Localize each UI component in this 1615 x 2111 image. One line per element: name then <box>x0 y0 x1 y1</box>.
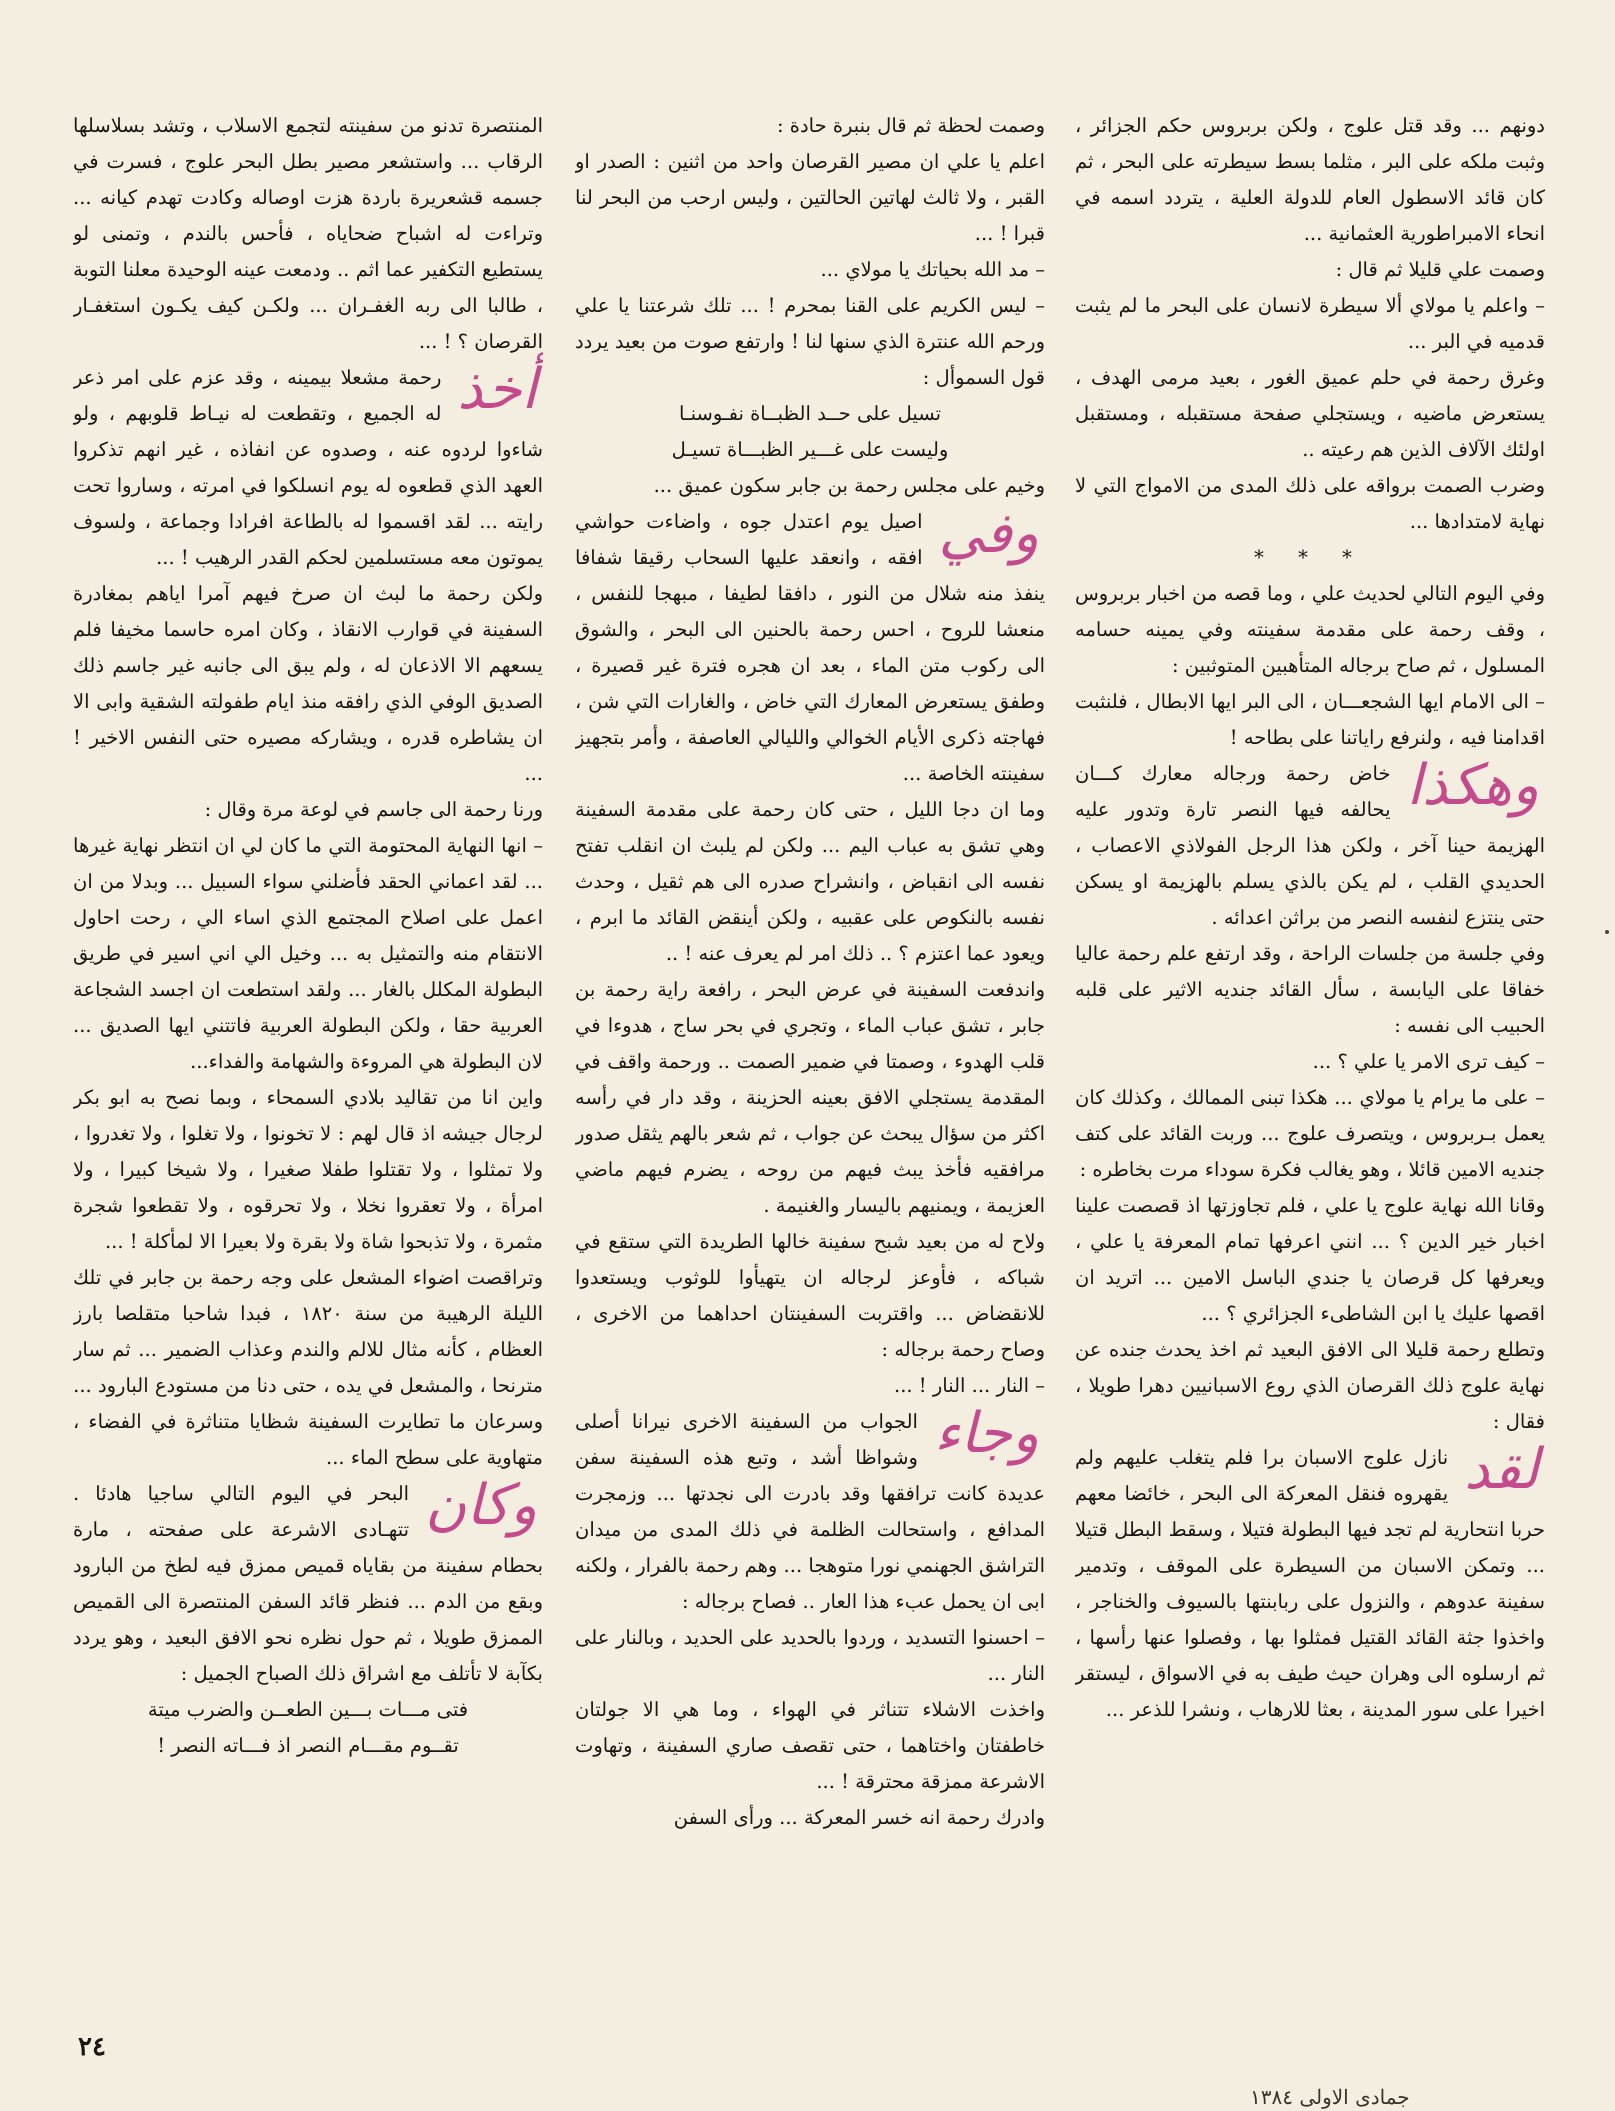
paragraph: المنتصرة تدنو من سفينته لتجمع الاسلاب ، وتشد بسلاسلها الرقاب ... واستشعر مصير بطل البحر علوج ، فسرت في جسمه قشعريرة باردة هزت اوصاله وكادت تهدم كيانه ... وتراءت له اشباح ضحاياه ، فأحس بالندم ، وتمنى لو يستطيع التكفير عما اثم .. ودمعت عينه الوحيدة معلنا التوبة ، طالبا الى ربه الغفـران ... ولكـن كيف يكـون استغفـار القرصان ؟ ! ... <box>73 114 543 353</box>
paragraph: وصمت علي قليلا ثم قال : <box>1335 258 1545 281</box>
paragraph: اعلم يا علي ان مصير القرصان واحد من اثنين : الصدر او القبر ، ولا ثالث لهاتين الحالتين ، وليس ارحب من البحر لنا قبرا ! ... <box>575 150 1045 245</box>
paragraph: وقانا الله نهاية علوج يا علي ، فلم تجاوزتها اذ قصصت علينا اخبار خير الدين ؟ ... انني اعرفها تمام المعرفة يا علي ، ويعرفها كل قرصان يا جندي الباسل الامين ... اتريد ان اقصها عليك يا ابن الشاطىء الجزائري ؟ ... <box>1075 1194 1545 1325</box>
paragraph: – احسنوا التسديد ، وردوا بالحديد على الحديد ، وبالنار على النار ... <box>575 1626 1045 1685</box>
paragraph: وتطلع رحمة قليلا الى الافق البعيد ثم اخذ يحدث جنده عن نهاية علوج ذلك القرصان الذي روع الاسبانيين دهرا طويلا ، فقال : <box>1075 1338 1545 1433</box>
poem-verse: وليست على غـــير الظبـــاة تسيـل <box>671 438 949 461</box>
decorative-opening-word: وهكذا <box>1406 753 1539 818</box>
paragraph-with-drop-word <box>1075 753 1545 936</box>
poem-verse: فتى مـــات بـــين الطعــن والضرب ميتة <box>147 1698 469 1721</box>
paragraph-with-drop-word <box>575 501 1045 792</box>
paragraph-text: خاض رحمة ورجاله معارك كـــان يحالفه فيها النصر تارة وتدور عليه الهزيمة حينا آخر ، ولكن هذا الرجل الفولاذي الاعصاب ، الحديدي القلب ، لم يكن بالذي يسلم بالهزيمة او يسكن حتى ينتزع لنفسه النصر من براثن اعدائه . <box>1075 762 1545 929</box>
paragraph-with-drop-word <box>1075 1437 1545 1728</box>
paragraph: وسرعان ما تطايرت السفينة شظايا متناثرة في الفضاء ، متهاوية على سطح الماء ... <box>73 1410 543 1469</box>
paragraph: دونهم ... وقد قتل علوج ، ولكن بربروس حكم الجزائر ، وثبت ملكه على البر ، مثلما بسط سيطرته على البحر ، ثم كان قائد الاسطول العام للدولة العلية ، يتردد اسمه في انحاء الامبراطورية العثمانية ... <box>1075 114 1545 245</box>
text-column-left <box>73 108 543 2008</box>
paragraph: وما ان دجا الليل ، حتى كان رحمة على مقدمة السفينة وهي تشق به عباب اليم ... ولكن لم يلبث ان انقلب تفتح نفسه الى انقباض ، وانشراح صدره الى هم ثقيل ، وحدث نفسه بالنكوص على عقبيه ، ولكن أينقض القائد ما ابرم ، ويعود عما اعتزم ؟ .. ذلك امر لم يعرف عنه ! .. <box>575 798 1045 965</box>
paragraph: وفي جلسة من جلسات الراحة ، وقد ارتفع علم رحمة عاليا خفاقا على اليابسة ، سأل القائد جنديه الاثير على قلبه الحبيب الى نفسه : <box>1075 942 1545 1037</box>
section-divider: * * * <box>1254 546 1366 569</box>
paragraph: وضرب الصمت برواقه على ذلك المدى من الامواج التي لا نهاية لامتدادها ... <box>1075 474 1545 533</box>
paragraph: – انها النهاية المحتومة التي ما كان لي ان انتظر نهاية غيرها ... لقد اعماني الحقد فأضلني سواء السبيل ... وبدلا من ان اعمل على اصلاح المجتمع الذي اساء الي ، رحت احاول الانتقام منه والتمثيل به ... وخيل الي اني اسير في طريق البطولة المكلل بالغار ... ولقد استطعت ان اجسد الشجاعة العربية حقا ، ولكن البطولة العربية فاتتني ايها الصديق ... لان البطولة هي المروءة والشهامة والفداء... <box>73 834 543 1073</box>
paragraph-text: رحمة مشعلا بيمينه ، وقد عزم على امر ذعر له الجميع ، وتقطعت له نيـاط قلوبهم ، ولو شاءوا لردوه عنه ، وصدوه عن انفاذه ، غير انهم تذكروا العهد الذي قطعوه له يوم انسلكوا في امرته ، وساروا تحت رايته ... لقد اقسموا له بالطاعة افرادا وجماعة ، ولسوف يموتون معه مستسلمين لحكم القدر الرهيب ! ... <box>73 366 543 569</box>
paragraph: وصمت لحظة ثم قال بنبرة حادة : <box>776 114 1045 137</box>
decorative-opening-word: وكان <box>425 1473 537 1538</box>
paragraph: وفي اليوم التالي لحديث علي ، وما قصه من اخبار بربروس ، وقف رحمة على مقدمة سفينته وفي يمينه حسامه المسلول ، ثم صاح برجاله المتأهبين المتوثبين : <box>1075 582 1545 677</box>
paragraph: وتراقصت اضواء المشعل على وجه رحمة بن جابر في تلك الليلة الرهيبة من سنة ١٨٢٠ ، فبدا شاحبا متقلصا بارز العظام ، كأنه مثال للالم والندم وعذاب الضمير ... ثم سار مترنحا ، والمشعل في يده ، حتى دنا من مستودع البارود ... <box>73 1266 543 1397</box>
poem-verse: تقــوم مقـــام النصر اذ فـــاته النصر ! <box>157 1734 459 1757</box>
paragraph-text: الجواب من السفينة الاخرى نيرانا أصلى وشواظا أشد ، وتبع هذه السفينة سفن عديدة كانت ترافقها وقد بادرت الى نجدتها ... وزمجرت المدافع ، واستحالت الظلمة في ذلك المدى من ميدان التراشق الجهنمي نورا متوهجا ... وهم رحمة بالفرار ، ولكنه ابى ان يحمل عبء هذا العار .. فصاح برجاله : <box>575 1410 1045 1613</box>
paragraph-with-drop-word <box>73 1473 543 1692</box>
decorative-opening-word: لقد <box>1464 1437 1539 1502</box>
decorative-opening-word: أخذ <box>457 357 537 422</box>
text-column-middle <box>575 108 1045 2008</box>
poem-verse: تسيل على حــد الظبــاة نفـوسنـا <box>678 402 942 425</box>
paragraph: واخذت الاشلاء تتناثر في الهواء ، وما هي الا جولتان خاطفتان واختاهما ، حتى تقصف صاري السفينة ، وتهاوت الاشرعة ممزقة محترقة ! ... <box>575 1698 1045 1793</box>
paragraph: – كيف ترى الامر يا علي ؟ ... <box>1312 1050 1545 1073</box>
decorative-opening-word: وفي <box>938 501 1039 566</box>
page-number: ٢٤ <box>78 2032 106 2062</box>
paragraph: – واعلم يا مولاي ألا سيطرة لانسان على البحر ما لم يثبت قدميه في البر ... <box>1075 294 1545 353</box>
paragraph: – الى الامام ايها الشجعـــان ، الى البر ايها الابطال ، فلنثبت اقدامنا فيه ، ولنرفع راياتنا على بطاحه ! <box>1075 690 1545 749</box>
paragraph: – مد الله بحياتك يا مولاي ... <box>820 258 1045 281</box>
paragraph: ولكن رحمة ما لبث ان صرخ فيهم آمرا اياهم بمغادرة السفينة في قوارب الانقاذ ، وكان امره حاسما مخيفا فلم يسعهم الا الاذعان له ، ولم يبق الى جانبه غير جاسم ذلك الصديق الوفي الذي رافقه منذ ايام طفولته الشقية وابى الا ان يشاطره قدره ، ويشاركه مصيره حتى النفس الاخير ! ... <box>73 582 543 785</box>
paragraph: ولاح له من بعيد شبح سفينة خالها الطريدة التي ستقع في شباكه ، فأوعز لرجاله ان يتهيأوا للوثوب ويستعدوا للانقضاض ... واقتربت السفينتان احداهما من الاخرى ، وصاح رحمة برجاله : <box>575 1230 1045 1361</box>
paragraph: – النار ... النار ! ... <box>894 1374 1045 1397</box>
paragraph: واندفعت السفينة في عرض البحر ، رافعة راية رحمة بن جابر ، تشق عباب الماء ، وتجري في بحر ساج ، هدوءا في قلب الهدوء ، وصمتا في ضمير الصمت .. ورحمة واقف في المقدمة يستجلي الافق بعينه الحزينة ، وقد دار في رأسه اكثر من سؤال يبحث عن جواب ، ثم شعر بالهم يثقل صدور مرافقيه فأخذ يبث فيهم من روحه ، يضرم فيهم ماضي العزيمة ، ويمنيهم باليسار والغنيمة . <box>575 978 1045 1217</box>
paragraph-text: نازل علوج الاسبان برا فلم يتغلب عليهم ولم يقهروه فنقل المعركة الى البحر ، خائضا معهم حربا انتحارية لم تجد فيها البطولة فتيلا ، وسقط البطل قتيلا ... وتمكن الاسبان من السيطرة على الموقف ، وتدمير سفينة عدوهم ، والنزول على ربابنتها بالسيوف والخناجر ، واخذوا جثة القائد القتيل فمثلوا بها ، وفصلوا عنها رأسها ، ثم ارسلوه الى وهران حيث طيف به في الاسواق ، ليستقر اخيرا على سور المدينة ، بعثا للارهاب ، ونشرا للذعر ... <box>1075 1446 1545 1721</box>
paragraph: – ليس الكريم على القنا بمحرم ! ... تلك شرعتنا يا علي ورحم الله عنترة الذي سنها لنا ! وارتفع صوت من بعيد يردد قول السموأل : <box>575 294 1045 389</box>
paragraph: – على ما يرام يا مولاي ... هكذا تبنى الممالك ، وكذلك كان يعمل بـربروس ، ويتصرف علوج ... وربت القائد على كتف جنديه الامين قائلا ، وهو يغالب فكرة سوداء مرت بخاطره : <box>1075 1086 1545 1181</box>
paragraph-with-drop-word <box>73 357 543 576</box>
paragraph: وغرق رحمة في حلم عميق الغور ، بعيد مرمى الهدف ، يستعرض ماضيه ، ويستجلي صفحة مستقبله ، ومستقبل اولئك الآلاف الذين هم رعيته .. <box>1075 366 1545 461</box>
paragraph-text: اصيل يوم اعتدل جوه ، واضاءت حواشي افقه ، وانعقد عليها السحاب رقيقا شفافا ينفذ منه شلال من النور ، دافقا لطيفا ، مبهجا للنفس ، منعشا للروح ، احس رحمة بالحنين الى البحر ، والشوق الى ركوب متن الماء ، بعد ان هجره فترة غير قصيرة ، وطفق يستعرض المعارك التي خاض ، والغارات التي شن ، فهاجته ذكرى الأيام الخوالي والليالي العاصفة ، وأمر بتجهيز سفينته الخاصة ... <box>575 510 1045 785</box>
paragraph: وخيم على مجلس رحمة بن جابر سكون عميق ... <box>653 474 1045 497</box>
paragraph: واين انا من تقاليد بلادي السمحاء ، وبما نصح به ابو بكر لرجال جيشه اذ قال لهم : لا تخونوا ، ولا تغلوا ، ولا تغدروا ، ولا تمثلوا ، ولا تقتلوا طفلا صغيرا ، ولا شيخا كبيرا ، ولا امرأة ، ولا تعقروا نخلا ، ولا تحرقوه ، ولا تقطعوا شجرة مثمرة ، ولا تذبحوا شاة ولا بقرة ولا بعيرا الا لمأكلة ! ... <box>73 1086 543 1253</box>
issue-date: جمادى الاولى ١٣٨٤ <box>1250 2085 1410 2109</box>
margin-dot <box>1605 930 1609 934</box>
paragraph: ورنا رحمة الى جاسم في لوعة مرة وقال : <box>204 798 543 821</box>
paragraph-with-drop-word <box>575 1401 1045 1620</box>
decorative-opening-word: وجاء <box>933 1401 1039 1466</box>
paragraph-text: البحر في اليوم التالي ساجيا هادئا . تتهـادى الاشرعة على صفحته ، مارة بحطام سفينة من بقاياه قميص ممزق فيه لطخ من البارود وبقع من الدم ... فنظر قائد السفن المنتصرة الى القميص الممزق طويلا ، ثم حول نظره نحو الافق البعيد ، وهو يردد بكآبة لا تأتلف مع اشراق ذلك الصباح الجميل : <box>73 1482 543 1685</box>
paragraph: وادرك رحمة انه خسر المعركة ... ورأى السفن <box>673 1806 1045 1829</box>
text-column-right <box>1075 108 1545 2008</box>
